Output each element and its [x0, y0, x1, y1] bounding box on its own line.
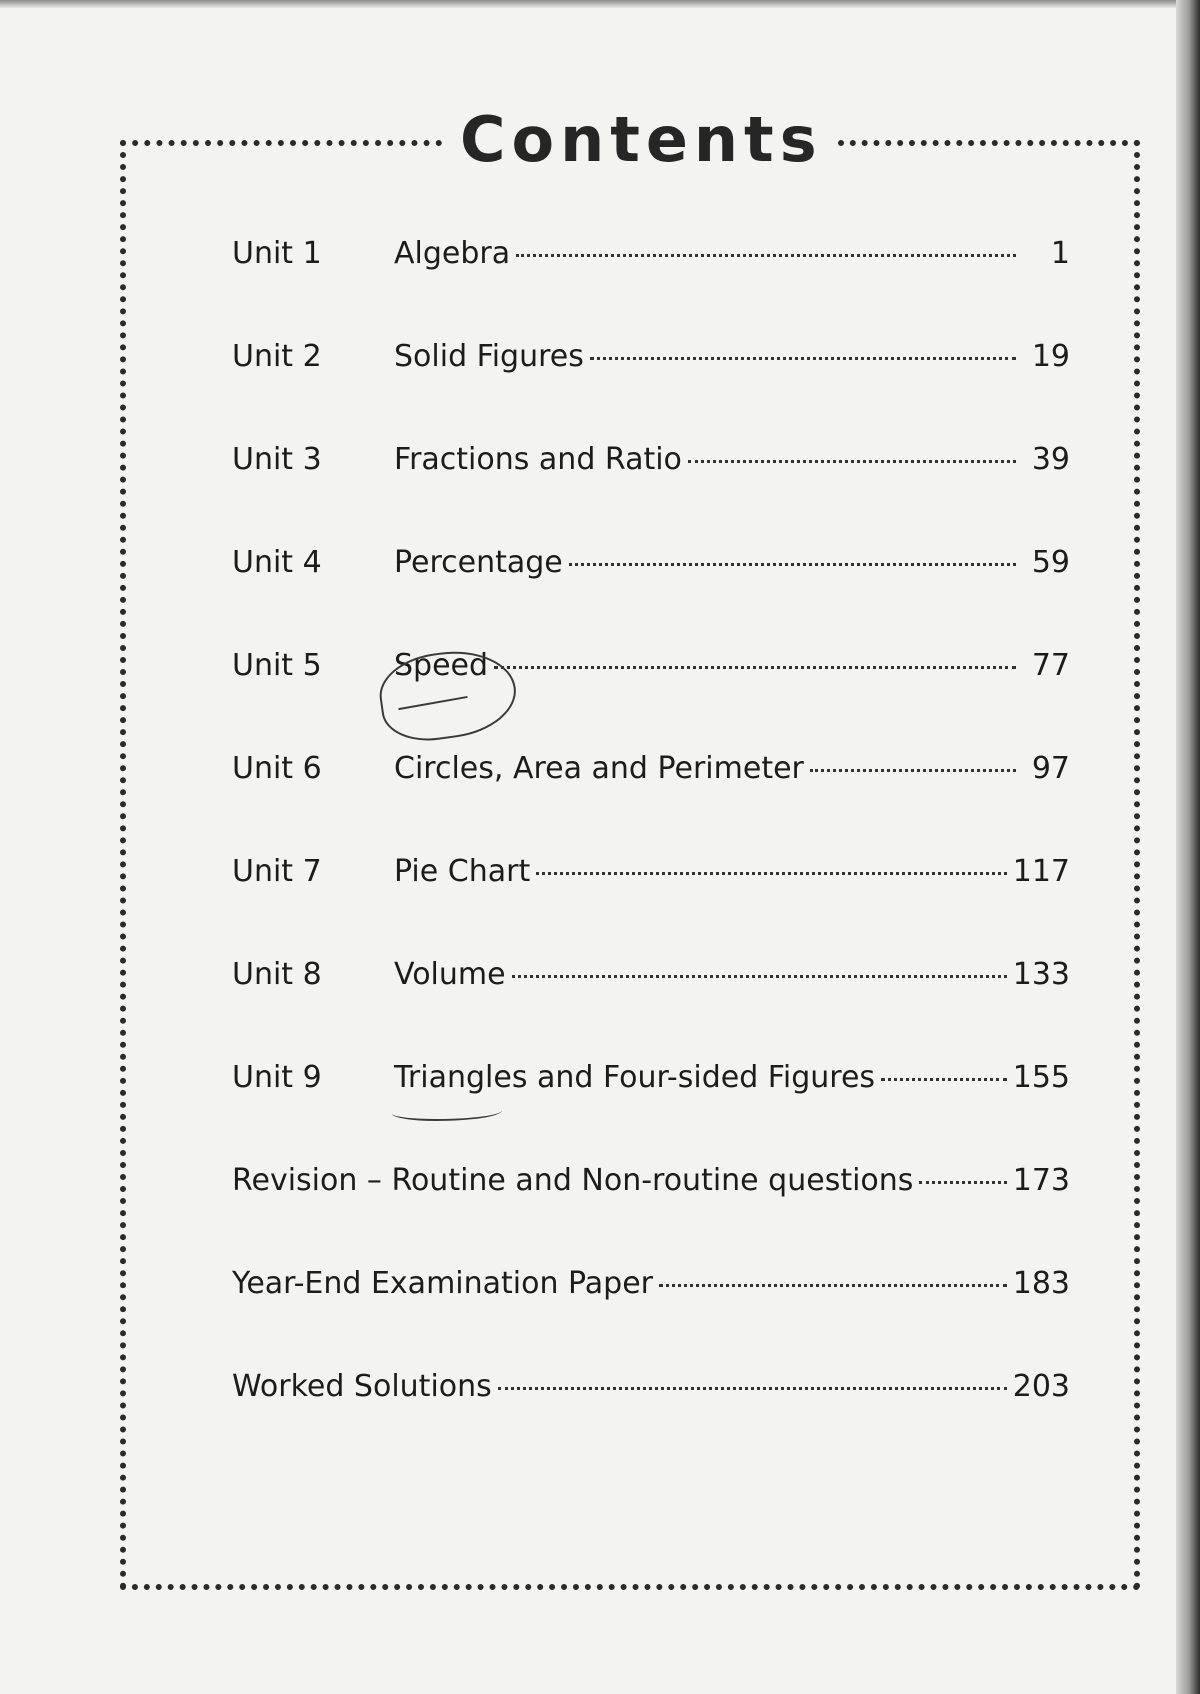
- toc-page-number: 1: [1050, 236, 1070, 271]
- toc-row-unit-5[interactable]: [232, 646, 1070, 749]
- toc-unit-label: Unit 6: [232, 751, 322, 786]
- toc-entry-title: Solid Figures: [394, 339, 584, 374]
- toc-page-number: 183: [1012, 1266, 1070, 1301]
- toc-row-unit-6[interactable]: [232, 749, 1070, 852]
- table-of-contents: [232, 234, 1070, 1470]
- dotted-border-left: [120, 140, 126, 1590]
- dot-leader: [659, 1284, 1007, 1287]
- toc-page-number: 133: [1012, 957, 1070, 992]
- toc-page-number: 59: [1031, 545, 1070, 580]
- dot-leader: [810, 769, 1016, 772]
- toc-unit-label: Unit 3: [232, 442, 322, 477]
- toc-unit-label: Unit 7: [232, 854, 322, 889]
- toc-page-number: 97: [1031, 751, 1070, 786]
- dotted-border-right: [1134, 140, 1140, 1590]
- toc-entry-title: Volume: [394, 957, 506, 992]
- dot-leader: [498, 1387, 1007, 1390]
- toc-entry-title: Circles, Area and Perimeter: [394, 751, 804, 786]
- toc-row-worked-solutions[interactable]: [232, 1367, 1070, 1470]
- toc-row-unit-7[interactable]: [232, 852, 1070, 955]
- page-top-edge: [0, 0, 1200, 8]
- dot-leader: [512, 975, 1007, 978]
- toc-unit-label: Unit 4: [232, 545, 322, 580]
- dotted-border-top-left: [120, 140, 442, 146]
- toc-unit-label: Unit 2: [232, 339, 322, 374]
- toc-entry-title: Fractions and Ratio: [394, 442, 682, 477]
- toc-page-number: 117: [1012, 854, 1070, 889]
- toc-entry-title: Percentage: [394, 545, 563, 580]
- toc-unit-label: Unit 5: [232, 648, 322, 683]
- dotted-border-bottom: [120, 1584, 1140, 1590]
- toc-entry-title: Algebra: [394, 236, 511, 271]
- toc-page-number: 77: [1031, 648, 1070, 683]
- toc-page-number: 203: [1012, 1369, 1070, 1404]
- toc-entry-title: Speed: [394, 648, 489, 683]
- toc-entry-title: Pie Chart: [394, 854, 531, 889]
- toc-entry-title: Triangles and Four-sided Figures: [394, 1060, 876, 1095]
- toc-entry-title: Revision – Routine and Non-routine questions: [232, 1163, 914, 1198]
- toc-unit-label: Unit 1: [232, 236, 322, 271]
- dot-leader: [569, 563, 1016, 566]
- toc-row-unit-3[interactable]: [232, 440, 1070, 543]
- dot-leader: [881, 1078, 1007, 1081]
- toc-unit-label: Unit 8: [232, 957, 322, 992]
- toc-row-unit-1[interactable]: [232, 234, 1070, 337]
- page-binding-shadow: [1176, 0, 1200, 1694]
- toc-row-exam-paper[interactable]: [232, 1264, 1070, 1367]
- dot-leader: [516, 254, 1016, 257]
- toc-row-unit-2[interactable]: [232, 337, 1070, 440]
- dot-leader: [919, 1181, 1006, 1184]
- toc-row-unit-9[interactable]: [232, 1058, 1070, 1161]
- toc-entry-title: Year-End Examination Paper: [232, 1266, 653, 1301]
- toc-page-number: 155: [1012, 1060, 1070, 1095]
- toc-entry-title: Worked Solutions: [232, 1369, 492, 1404]
- dot-leader: [590, 357, 1016, 360]
- dot-leader: [536, 872, 1007, 875]
- dotted-border-top-right: [838, 140, 1140, 146]
- toc-page-number: 39: [1031, 442, 1070, 477]
- dot-leader: [494, 666, 1016, 669]
- toc-page-number: 19: [1031, 339, 1070, 374]
- dot-leader: [688, 460, 1016, 463]
- toc-row-revision[interactable]: [232, 1161, 1070, 1264]
- page-title: Contents: [460, 103, 823, 176]
- toc-row-unit-4[interactable]: [232, 543, 1070, 646]
- toc-row-unit-8[interactable]: [232, 955, 1070, 1058]
- toc-page-number: 173: [1012, 1163, 1070, 1198]
- toc-unit-label: Unit 9: [232, 1060, 322, 1095]
